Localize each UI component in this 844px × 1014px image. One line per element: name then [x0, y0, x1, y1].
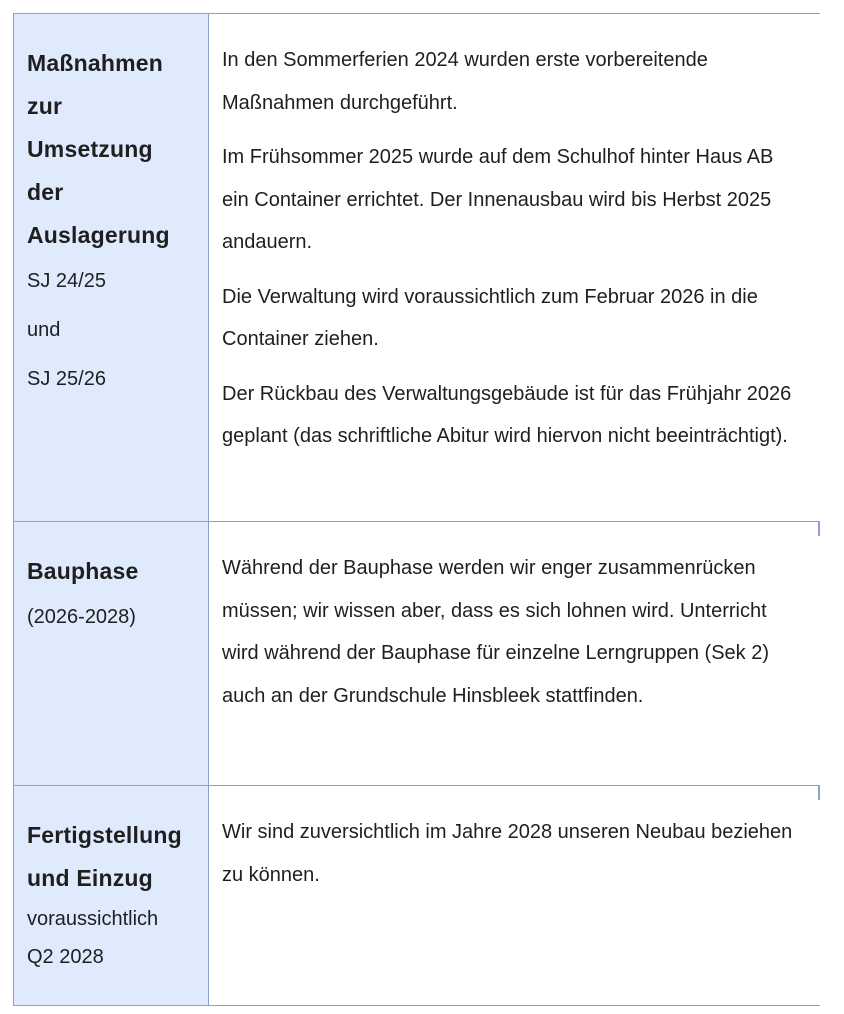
- phase-title: Maßnahmen: [27, 50, 163, 76]
- phase-title: der: [27, 179, 64, 205]
- phase-period: SJ 24/25: [27, 270, 106, 292]
- phase-label-cell: [14, 522, 209, 786]
- table-row: [14, 522, 820, 786]
- description-paragraph: Der Rückbau des Verwaltungsgebäude ist für das Frühjahr 2026 geplant (das schriftliche Abitur wird hiervon nicht beeinträchtigt).: [222, 382, 792, 447]
- phase-title: Auslagerung: [27, 222, 170, 248]
- table-row: [14, 786, 820, 1006]
- phase-title: Umsetzung: [27, 136, 153, 162]
- phase-title: und Einzug: [27, 865, 153, 891]
- phase-description-cell: [209, 786, 820, 1006]
- row-divider-tick: [818, 786, 820, 800]
- phase-label-cell: [14, 14, 209, 522]
- phase-period: und: [27, 319, 61, 341]
- phase-label-cell: [14, 786, 209, 1006]
- timeline-table: [13, 13, 820, 1006]
- phase-period: (2026-2028): [27, 606, 136, 628]
- description-paragraph: Wir sind zuversichtlich im Jahre 2028 unseren Neubau beziehen zu können.: [222, 821, 793, 886]
- phase-period: voraussichtlich: [27, 908, 159, 930]
- phase-title: Bauphase: [27, 558, 139, 584]
- description-paragraph: Im Frühsommer 2025 wurde auf dem Schulhof hinter Haus AB ein Container errichtet. Der Innenausbau wird bis Herbst 2025 andauern.: [222, 146, 774, 253]
- description-paragraph: Die Verwaltung wird voraussichtlich zum Februar 2026 in die Container ziehen.: [222, 285, 758, 350]
- phase-title: zur: [27, 93, 63, 119]
- row-divider-tick: [818, 522, 820, 536]
- description-paragraph: Während der Bauphase werden wir enger zusammenrücken müssen; wir wissen aber, dass es sich lohnen wird. Unterricht wird während der Bauphase für einzelne Lerngruppen (Sek 2) auch an der Grundschule Hinsbleek stattfinden.: [222, 557, 770, 707]
- phase-title: Fertigstellung: [27, 822, 182, 848]
- phase-description-cell: [209, 522, 820, 786]
- phase-description-cell: [209, 14, 820, 522]
- phase-period: Q2 2028: [27, 946, 104, 968]
- phase-period: SJ 25/26: [27, 368, 106, 390]
- table-row: [14, 14, 820, 522]
- description-paragraph: In den Sommerferien 2024 wurden erste vorbereitende Maßnahmen durchgeführt.: [222, 49, 708, 114]
